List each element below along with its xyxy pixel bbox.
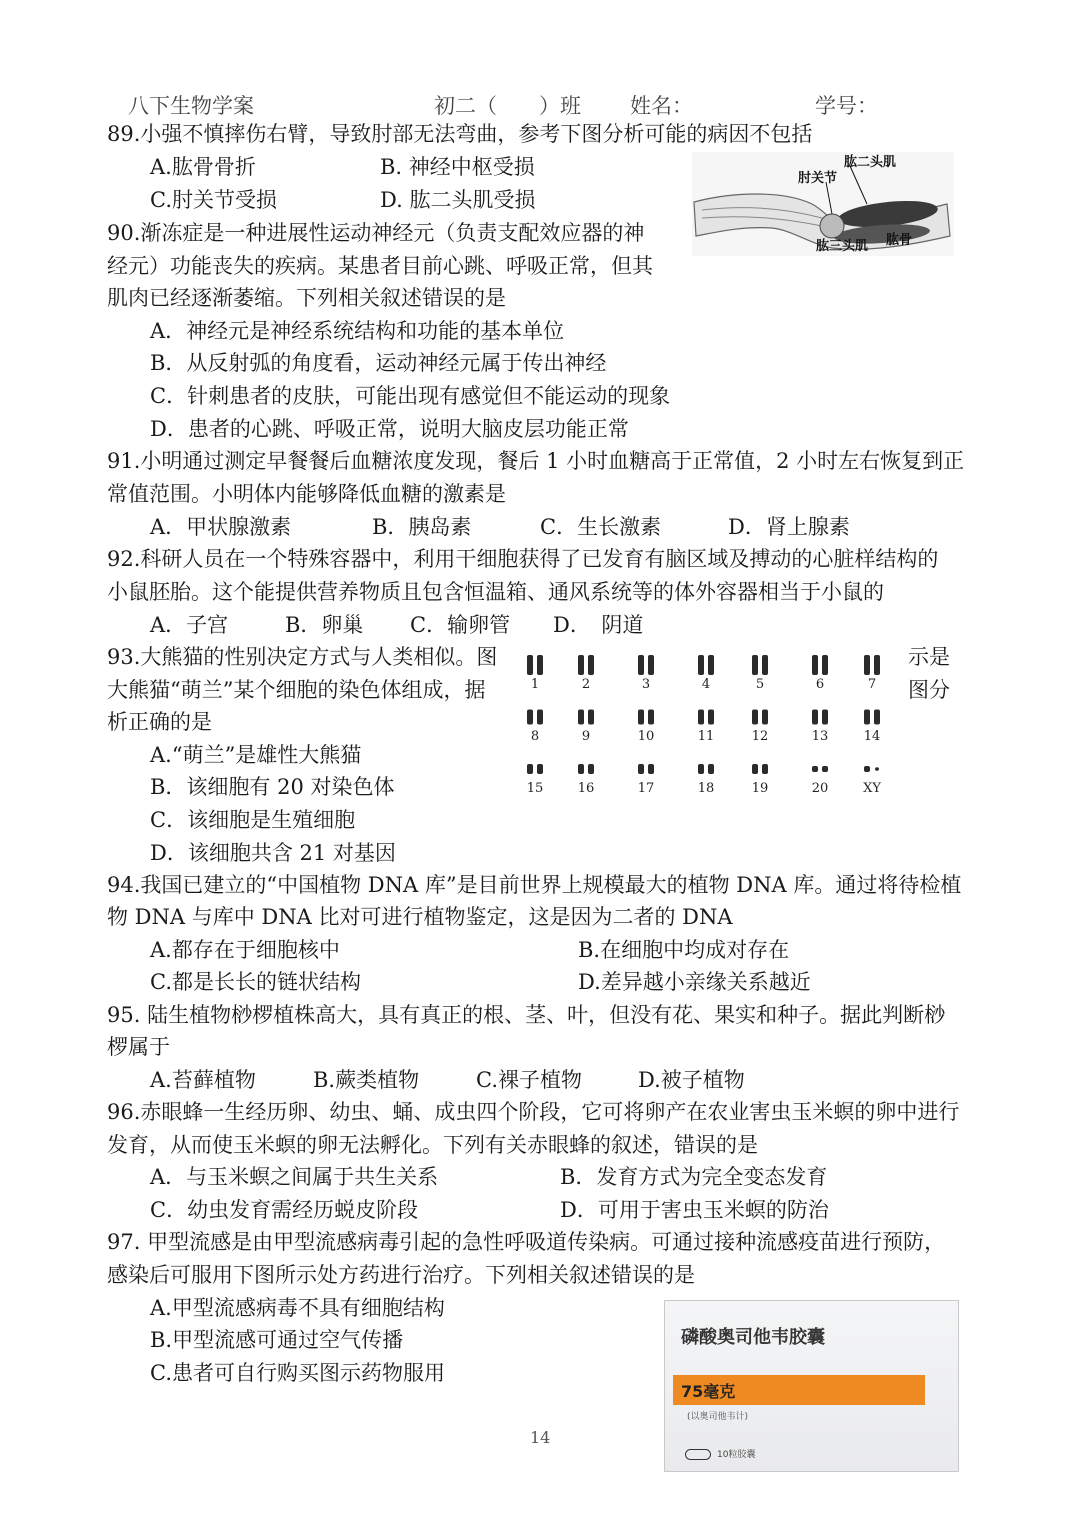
q93-option-c: C．该细胞是生殖细胞 [150, 808, 356, 832]
chromosome-label-18: 18 [697, 781, 715, 795]
drug-box-figure [664, 1300, 959, 1472]
q97-option-a: A.甲型流感病毒不具有细胞结构 [150, 1296, 445, 1320]
header-title: 八下生物学案 [128, 94, 254, 118]
q95-option-d: D.被子植物 [638, 1068, 745, 1092]
q97-option-b: B.甲型流感可通过空气传播 [150, 1328, 404, 1352]
chromosome-pair-1 [527, 655, 543, 675]
header-name-field: 姓名： [630, 94, 693, 118]
q94-stem-line1: 94.我国已建立的“中国植物 DNA 库”是目前世界上规模最大的植物 DNA 库。通过将待检植 [107, 873, 962, 897]
chromosome-label-8: 8 [530, 729, 540, 744]
q94-option-a: A.都存在于细胞核中 [150, 938, 340, 962]
q90-option-d: D．患者的心跳、呼吸正常，说明大脑皮层功能正常 [150, 417, 629, 441]
chromosome-pair-11 [698, 710, 714, 725]
chromosome-label-1: 1 [530, 677, 540, 692]
q93-stem-line2: 大熊猫“萌兰”某个细胞的染色体组成，据 [107, 678, 486, 702]
chromosome-label-3: 3 [641, 677, 651, 692]
chromosome-pair-7 [864, 655, 880, 675]
q90-option-c: C．针刺患者的皮肤，可能出现有感觉但不能运动的现象 [150, 384, 671, 408]
chromosome-pair-4 [698, 655, 714, 675]
q89-option-d: D. 肱二头肌受损 [380, 188, 536, 212]
drug-capsule-count: 10粒胶囊 [717, 1450, 756, 1460]
chromosome-label-XY: XY [863, 781, 881, 795]
q93-stem-line1: 93.大熊猫的性别决定方式与人类相似。图 [107, 645, 498, 669]
chromosome-pair-16 [578, 764, 594, 774]
chromosome-pair-5 [752, 655, 768, 675]
chromosome-label-17: 17 [637, 781, 655, 795]
chromosome-pair-9 [578, 710, 594, 725]
chromosome-label-5: 5 [755, 677, 765, 692]
q96-option-c: C．幼虫发育需经历蜕皮阶段 [150, 1198, 419, 1222]
chromosome-pair-14 [864, 710, 880, 725]
q90-option-b: B．从反射弧的角度看，运动神经元属于传出神经 [150, 351, 607, 375]
drug-dose: 75毫克 [681, 1382, 736, 1401]
label-triceps: 肱三头肌 [816, 239, 869, 254]
q92-option-b: B．卵巢 [285, 613, 364, 637]
chromosome-label-15: 15 [526, 781, 544, 795]
page-number: 14 [530, 1428, 551, 1447]
q89-option-a: A.肱骨骨折 [150, 155, 256, 179]
q89-option-c: C.肘关节受损 [150, 188, 277, 212]
chromosome-label-9: 9 [581, 729, 591, 744]
arm-muscle-figure [692, 152, 954, 256]
header-class-field: 初二（ ）班 [434, 94, 581, 118]
q90-option-a: A．神经元是神经系统结构和功能的基本单位 [150, 319, 565, 343]
q92-option-c: C．输卵管 [410, 613, 511, 637]
chromosome-label-20: 20 [811, 781, 829, 795]
panda-karyotype-figure [510, 645, 900, 795]
q89-option-b: B. 神经中枢受损 [380, 155, 535, 179]
q96-option-d: D．可用于害虫玉米螟的防治 [560, 1198, 829, 1222]
q90-stem-line1: 90.渐冻症是一种进展性运动神经元（负责支配效应器的神 [107, 221, 645, 245]
q97-stem-line2: 感染后可服用下图所示处方药进行治疗。下列相关叙述错误的是 [107, 1263, 695, 1287]
chromosome-pair-10 [638, 710, 654, 725]
header-id-field: 学号： [815, 94, 878, 118]
q91-option-d: D．肾上腺素 [728, 515, 850, 539]
chromosome-label-12: 12 [751, 729, 769, 744]
chromosome-label-14: 14 [863, 729, 881, 744]
chromosome-pair-8 [527, 710, 543, 725]
chromosome-pair-18 [698, 764, 714, 774]
chromosome-label-13: 13 [811, 729, 829, 744]
q97-option-c: C.患者可自行购买图示药物服用 [150, 1361, 445, 1385]
q96-option-b: B．发育方式为完全变态发育 [560, 1165, 828, 1189]
chromosome-pair-19 [752, 764, 768, 774]
q95-option-a: A.苔藓植物 [150, 1068, 256, 1092]
q93-option-d: D．该细胞共含 21 对基因 [150, 841, 396, 865]
q92-option-a: A．子宫 [150, 613, 229, 637]
q92-stem-line2: 小鼠胚胎。这个能提供营养物质且包含恒温箱、通风系统等的体外容器相当于小鼠的 [107, 580, 884, 604]
chromosome-pair-20 [812, 766, 828, 772]
q97-stem-line1: 97. 甲型流感是由甲型流感病毒引起的急性呼吸道传染病。可通过接种流感疫苗进行预防， [107, 1230, 946, 1254]
q91-option-c: C．生长激素 [540, 515, 662, 539]
q95-stem-line2: 椤属于 [107, 1035, 170, 1059]
q96-option-a: A．与玉米螟之间属于共生关系 [150, 1165, 439, 1189]
q93-option-a: A.“萌兰”是雄性大熊猫 [150, 743, 362, 767]
chromosome-label-7: 7 [867, 677, 877, 692]
q96-stem-line2: 发育，从而使玉米螟的卵无法孵化。下列有关赤眼蜂的叙述，错误的是 [107, 1133, 758, 1157]
q94-option-b: B.在细胞中均成对存在 [578, 938, 790, 962]
q96-stem-line1: 96.赤眼蜂一生经历卵、幼虫、蛹、成虫四个阶段，它可将卵产在农业害虫玉米螟的卵中进行 [107, 1100, 960, 1124]
chromosome-pair-6 [812, 655, 828, 675]
chromosome-label-10: 10 [637, 729, 655, 744]
q93-option-b: B．该细胞有 20 对染色体 [150, 775, 395, 799]
q95-stem-line1: 95. 陆生植物桫椤植株高大，具有真正的根、茎、叶，但没有花、果实和种子。据此判断桫 [107, 1003, 946, 1027]
q91-stem-line1: 91.小明通过测定早餐餐后血糖浓度发现，餐后 1 小时血糖高于正常值，2 小时左右恢复到正 [107, 449, 965, 473]
q93-stem-line2-right: 图分 [908, 678, 950, 702]
q94-stem-line2: 物 DNA 与库中 DNA 比对可进行植物鉴定，这是因为二者的 DNA [107, 905, 733, 929]
chromosome-label-11: 11 [697, 729, 715, 744]
q93-stem-line1-right: 示是 [908, 645, 950, 669]
chromosome-label-19: 19 [751, 781, 769, 795]
q92-stem-line1: 92.科研人员在一个特殊容器中，利用干细胞获得了已发育有脑区域及搏动的心脏样结构的 [107, 547, 939, 571]
chromosome-label-4: 4 [701, 677, 711, 692]
q94-option-c: C.都是长长的链状结构 [150, 970, 361, 994]
chromosome-label-6: 6 [815, 677, 825, 692]
drug-name: 磷酸奥司他韦胶囊 [681, 1327, 825, 1348]
q91-option-b: B．胰岛素 [372, 515, 472, 539]
capsule-icon [685, 1449, 711, 1460]
chromosome-label-2: 2 [581, 677, 591, 692]
q90-stem-line3: 肌肉已经逐渐萎缩。下列相关叙述错误的是 [107, 286, 506, 310]
chromosome-pair-12 [752, 710, 768, 725]
drug-dose-note: (以奥司他韦计) [687, 1412, 749, 1422]
chromosome-pair-13 [812, 710, 828, 725]
label-biceps: 肱二头肌 [844, 155, 897, 170]
q91-stem-line2: 常值范围。小明体内能够降低血糖的激素是 [107, 482, 506, 506]
q95-option-c: C.裸子植物 [476, 1068, 582, 1092]
chromosome-label-16: 16 [577, 781, 595, 795]
chromosome-pair-XY [864, 766, 879, 772]
q91-option-a: A．甲状腺激素 [150, 515, 292, 539]
q90-stem-line2: 经元）功能丧失的疾病。某患者目前心跳、呼吸正常，但其 [107, 254, 653, 278]
q95-option-b: B.蕨类植物 [313, 1068, 420, 1092]
label-humerus: 肱骨 [886, 233, 913, 248]
chromosome-pair-2 [578, 655, 594, 675]
chromosome-pair-3 [638, 655, 654, 675]
q94-option-d: D.差异越小亲缘关系越近 [578, 970, 811, 994]
q93-stem-line3: 析正确的是 [107, 710, 212, 734]
label-elbow-joint: 肘关节 [798, 171, 838, 186]
q92-option-d: D． 阴道 [553, 613, 644, 637]
chromosome-pair-17 [638, 764, 654, 774]
chromosome-pair-15 [527, 764, 543, 774]
drug-dose-band [673, 1375, 925, 1405]
q89-stem: 89.小强不慎摔伤右臂，导致肘部无法弯曲，参考下图分析可能的病因不包括 [107, 122, 813, 146]
